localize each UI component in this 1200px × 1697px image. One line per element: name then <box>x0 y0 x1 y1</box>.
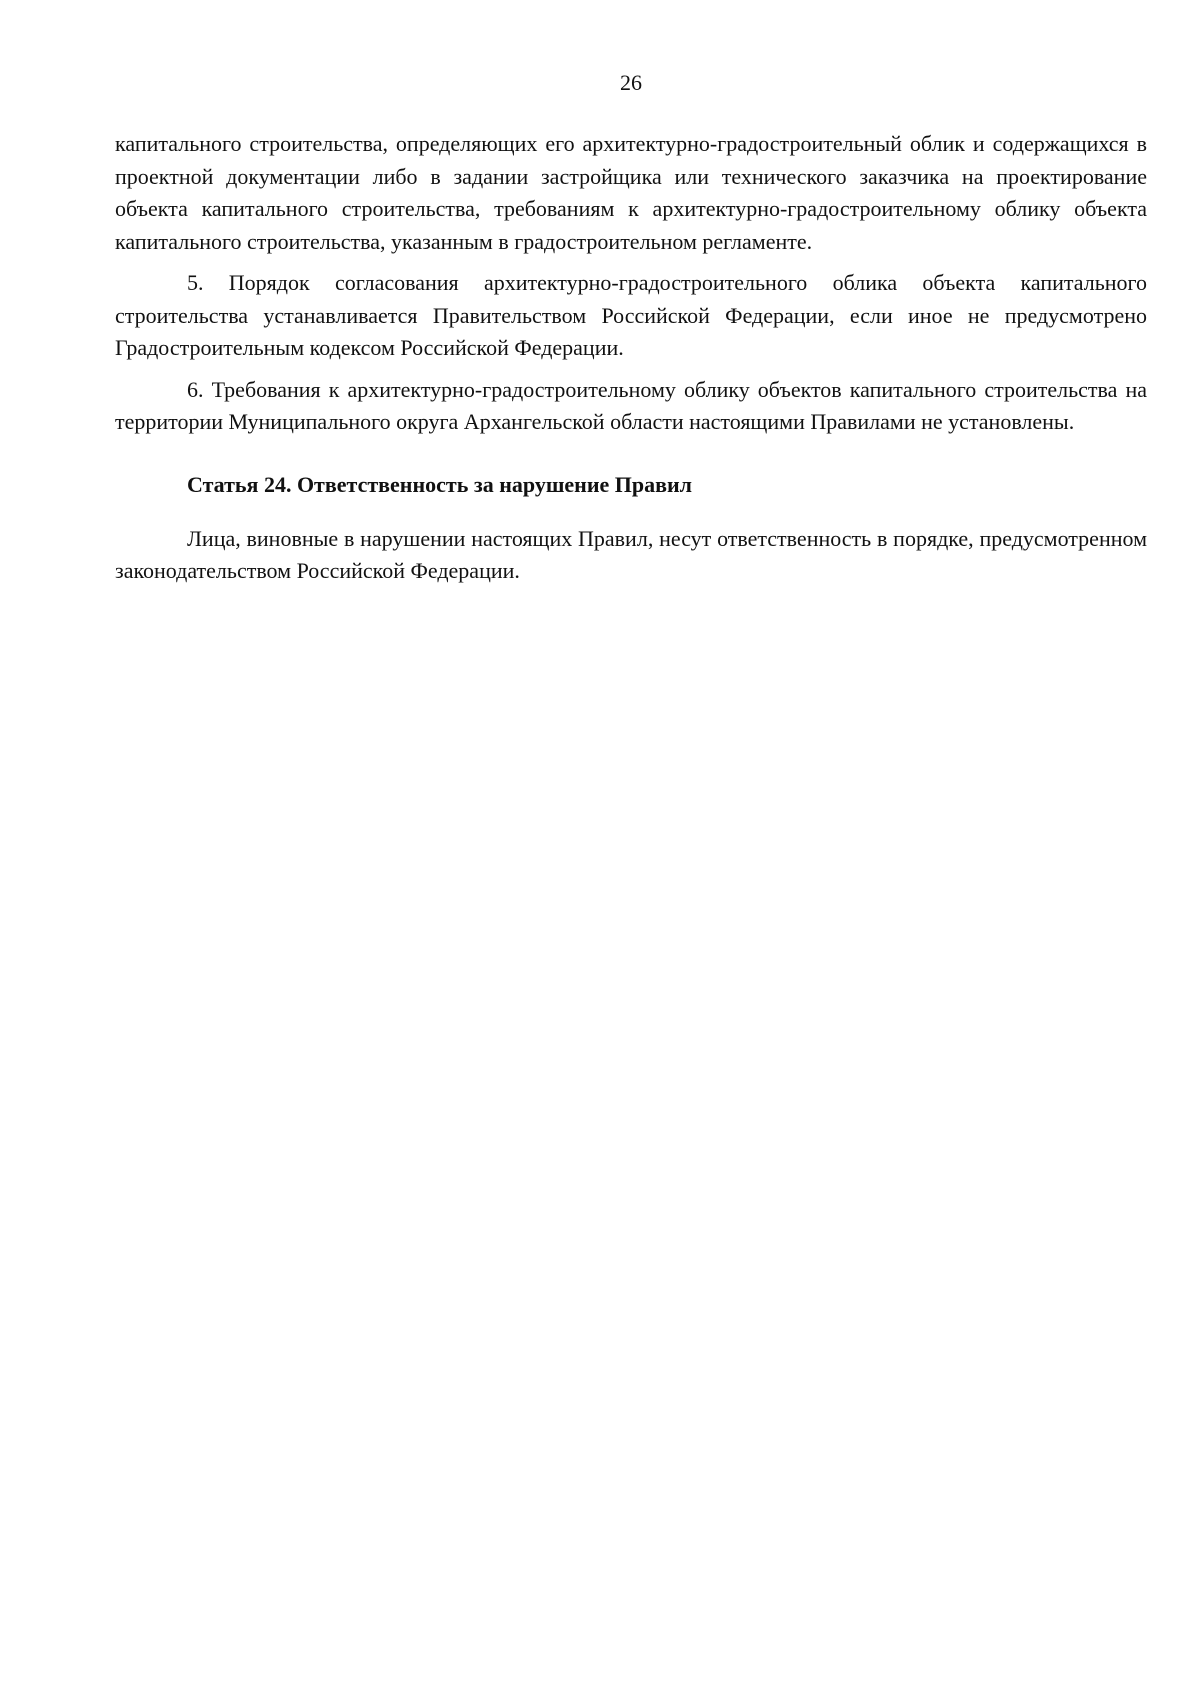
paragraph-continuation: капитального строительства, определяющих его архитектурно-градостроительный облик и содержащихся в проектной документации либо в задании застройщика или технического заказчика на проектирование объекта капитального строительства, требованиям к архитектурно-градостроительному облику объекта капитального строительства, указанным в градостроительном регламенте. <box>115 131 1147 254</box>
paragraph-item-5: 5. Порядок согласования архитектурно-градостроительного облика объекта капитального строительства устанавливается Правительством Российской Федерации, если иное не предусмотрено Градостроительным кодексом Российской Федерации. <box>115 270 1147 360</box>
article-24-heading: Статья 24. Ответственность за нарушение Правил <box>187 471 693 497</box>
article-24-text: Лица, виновные в нарушении настоящих Правил, несут ответственность в порядке, предусмотренном законодательством Российской Федерации. <box>115 525 1147 583</box>
page-number: 26 <box>620 70 642 95</box>
paragraph-item-6: 6. Требования к архитектурно-градостроительному облику объектов капитального строительства на территории Муниципального округа Архангельской области настоящими Правилами не установлены. <box>115 376 1147 434</box>
document-body <box>115 128 1147 588</box>
